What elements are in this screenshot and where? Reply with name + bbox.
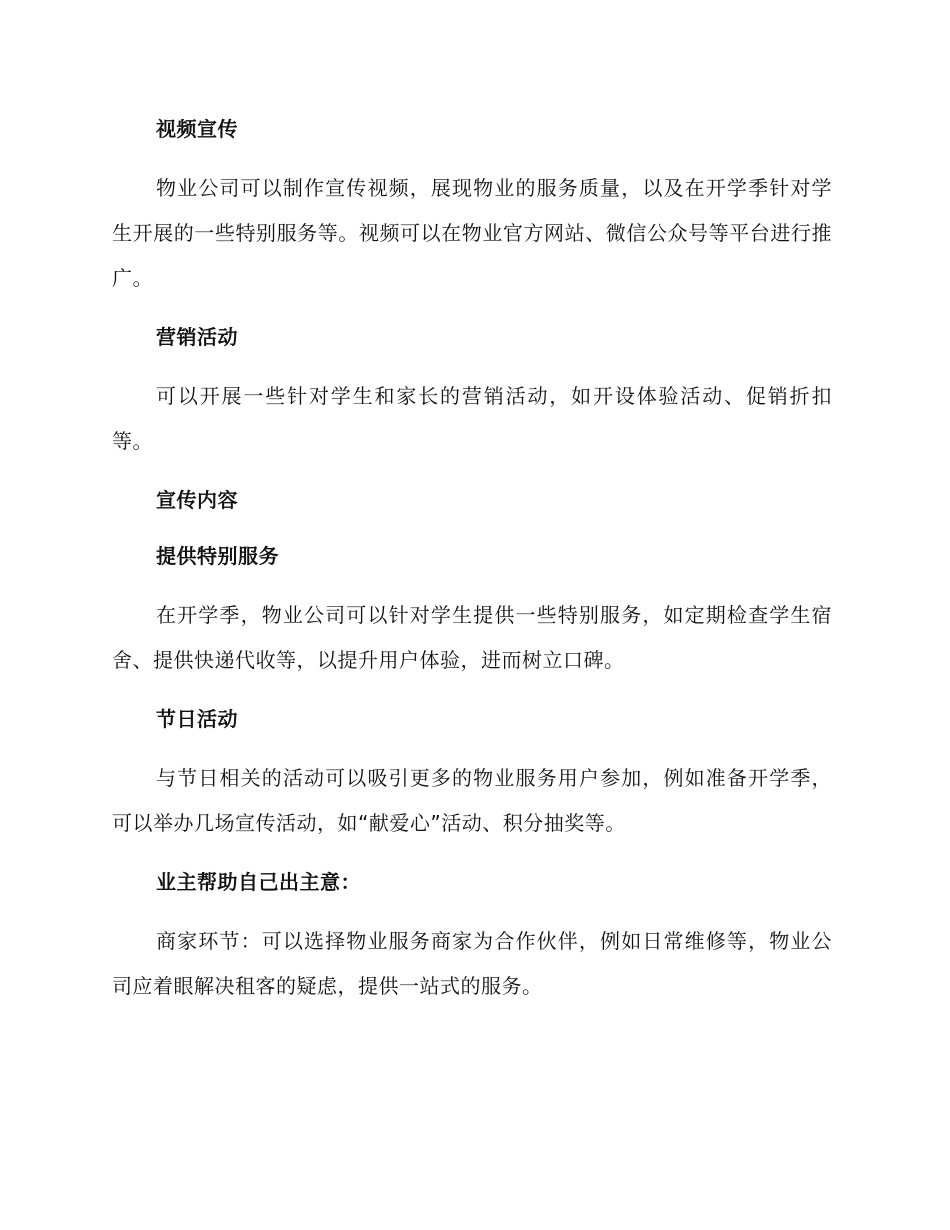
section-heading-marketing: 营销活动 (156, 325, 238, 349)
section-heading-promo-content: 宣传内容 (156, 488, 238, 512)
paragraph-merchant-section: 商家环节：可以选择物业服务商家为合作伙伴，例如日常维修等，物业公司应着眼解决租客的疑虑，提供一站式的服务。 (112, 929, 832, 998)
section-heading-holiday-events: 节日活动 (156, 707, 238, 731)
paragraph-holiday-events: 与节日相关的活动可以吸引更多的物业服务用户参加，例如准备开学季，可以举办几场宣传活动，如“献爱心”活动、积分抽奖等。 (112, 766, 832, 835)
document-body (112, 110, 832, 1026)
paragraph-marketing: 可以开展一些针对学生和家长的营销活动，如开设体验活动、促销折扣等。 (112, 384, 832, 453)
paragraph-special-services: 在开学季，物业公司可以针对学生提供一些特别服务，如定期检查学生宿舍、提供快递代收等，以提升用户体验，进而树立口碑。 (112, 603, 832, 672)
section-heading-video-promo: 视频宣传 (156, 117, 238, 141)
section-heading-owner-ideas: 业主帮助自己出主意： (156, 870, 361, 894)
paragraph-video-promo: 物业公司可以制作宣传视频，展现物业的服务质量，以及在开学季针对学生开展的一些特别服务等。视频可以在物业官方网站、微信公众号等平台进行推广。 (112, 176, 832, 290)
section-heading-special-services: 提供特别服务 (156, 544, 279, 568)
